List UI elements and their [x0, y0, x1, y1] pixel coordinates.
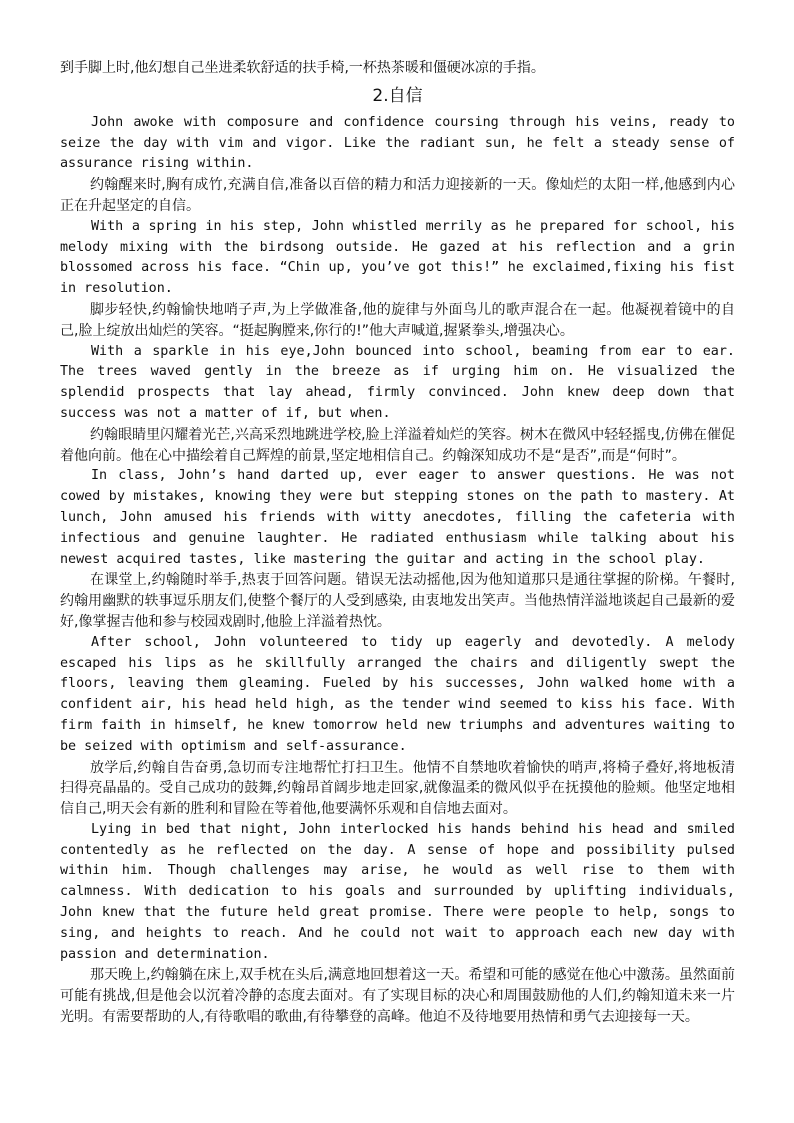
paragraph-en-3: With a sparkle in his eye,John bounced into school, beaming from ear to ear. The trees waved gently in the breeze as if urging him on. He visualized the splendid prospects that lay ahead, firmly convinced. John knew deep down that success was not a matter of if, but when.	[60, 343, 735, 421]
paragraph-en-4: In class, John’s hand darted up, ever eager to answer questions. He was not cowed by mistakes, knowing they were but stepping stones on the path to mastery. At lunch, John amused his friends with witty anecdotes, filling the cafeteria with infectious and genuine laughter. He radiated enthusiasm while talking about his newest acquired tastes, like mastering the guitar and acting in the school play.	[60, 468, 735, 567]
paragraph-zh-6: 那天晚上,约翰躺在床上,双手枕在头后,满意地回想着这一天。希望和可能的感觉在他心中激荡。虽然面前可能有挑战,但是他会以沉着冷静的态度去面对。有了实现目标的决心和周围鼓励他的人们,约翰知道未来一片光明。有需要帮助的人,有待歌唱的歌曲,有待攀登的高峰。他迫不及待地要用热情和勇气去迎接每一天。	[60, 967, 735, 1026]
paragraph-zh-5: 放学后,约翰自告奋勇,急切而专注地帮忙打扫卫生。他情不自禁地吹着愉快的哨声,将椅子叠好,将地板清扫得亮晶晶的。受自己成功的鼓舞,约翰昂首阔步地走回家,就像温柔的微风似乎在抚摸他的脸颊。他坚定地相信自己,明天会有新的胜利和冒险在等着他,他要满怀乐观和自信地去面对。	[60, 759, 735, 818]
paragraph-zh-3: 约翰眼睛里闪耀着光芒,兴高采烈地跳进学校,脸上洋溢着灿烂的笑容。树木在微风中轻轻摇曳,仿佛在催促着他向前。他在心中描绘着自己辉煌的前景,坚定地相信自己。约翰深知成功不是“是否”,而是“何时”。	[60, 426, 735, 464]
paragraph-en-2: With a spring in his step, John whistled merrily as he prepared for school, his melody mixing with the birdsong outside. He gazed at his reflection and a grin blossomed across his face. “Chin up, you’ve got this!” he exclaimed,fixing his fist in resolution.	[60, 218, 735, 297]
carryover-paragraph: 到手脚上时,他幻想自己坐进柔软舒适的扶手椅,一杯热茶暖和僵硬冰凉的手指。	[60, 60, 545, 76]
paragraph-zh-1: 约翰醒来时,胸有成竹,充满自信,准备以百倍的精力和活力迎接新的一天。像灿烂的太阳一样,他感到内心正在升起坚定的自信。	[60, 177, 735, 214]
paragraph-en-6: Lying in bed that night, John interlocked his hands behind his head and smiled contentedly as he reflected on the day. A sense of hope and possibility pulsed within him. Though challenges may arise, he would as well rise to them with calmness. With dedication to his goals and surrounded by uplifting individuals, John knew that the future held great promise. There were people to help, songs to sing, and heights to reach. And he could not wait to approach each new day with passion and determination.	[60, 821, 735, 962]
paragraph-zh-2: 脚步轻快,约翰愉快地哨子声,为上学做准备,他的旋律与外面鸟儿的歌声混合在一起。他凝视着镜中的自己,脸上绽放出灿烂的笑容。“挺起胸膛来,你行的!”他大声喊道,握紧拳头,增强决心。	[60, 301, 735, 339]
paragraph-en-5: After school, John volunteered to tidy up eagerly and devotedly. A melody escaped his lips as he skillfully arranged the chairs and diligently swept the floors, leaving them gleaming. Fueled by his successes, John walked home with a confident air, his head held high, as the tender wind seemed to kiss his face. With firm faith in himself, he knew tomorrow held new triumphs and adventures waiting to be seized with optimism and self-assurance.	[60, 634, 735, 754]
document-page	[60, 58, 735, 1028]
section-title: 2.自信	[372, 85, 423, 106]
paragraph-en-1: John awoke with composure and confidence coursing through his veins, ready to seize the day with vim and vigor. Like the radiant sun, he felt a steady sense of assurance rising within.	[60, 114, 735, 172]
paragraph-zh-4: 在课堂上,约翰随时举手,热衷于回答问题。错误无法动摇他,因为他知道那只是通往掌握的阶梯。午餐时,约翰用幽默的轶事逗乐朋友们,使整个餐厅的人受到感染, 由衷地发出笑声。当他热情洋溢地谈起自己最新的爱好,像掌握吉他和参与校园戏剧时,他脸上洋溢着热忱。	[60, 572, 735, 630]
